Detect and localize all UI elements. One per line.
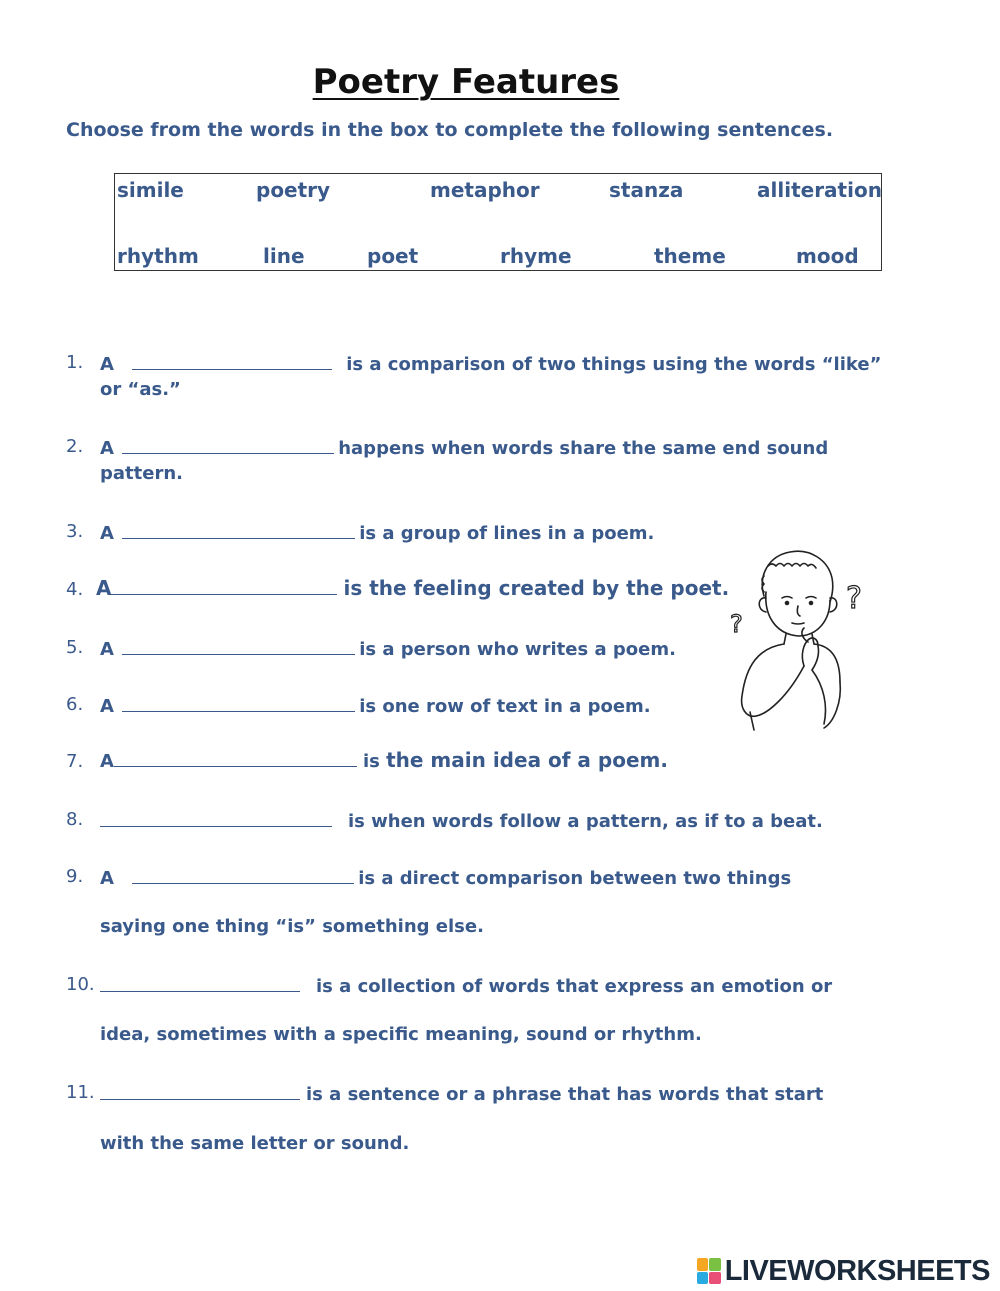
question-prefix: A xyxy=(100,868,114,889)
question-number: 10. xyxy=(66,974,95,995)
question-6 xyxy=(100,693,651,717)
answer-blank[interactable] xyxy=(111,576,337,595)
question-number: 5. xyxy=(66,637,84,658)
hair-curls xyxy=(768,564,816,569)
question-8 xyxy=(100,808,823,832)
word-bank-item: rhyme xyxy=(500,244,572,268)
question-5 xyxy=(100,636,676,660)
answer-blank[interactable] xyxy=(132,351,332,370)
shirt-left xyxy=(742,644,784,716)
word-bank-item: metaphor xyxy=(430,178,540,202)
thinking-boy-illustration xyxy=(728,546,888,732)
question-continuation: with the same letter or sound. xyxy=(100,1133,410,1154)
question-text: happens when words share the same end sound xyxy=(338,438,829,459)
question-number: 9. xyxy=(66,866,84,887)
answer-blank[interactable] xyxy=(100,1081,300,1100)
word-bank-item: simile xyxy=(117,178,184,202)
answer-blank[interactable] xyxy=(122,636,355,655)
question-continuation: pattern. xyxy=(100,463,183,484)
question-number: 8. xyxy=(66,809,84,830)
question-prefix: A xyxy=(100,438,114,459)
question-11 xyxy=(100,1081,823,1105)
question-text: is the feeling created by the poet. xyxy=(343,576,730,600)
question-prefix: A xyxy=(100,523,114,544)
word-bank-box xyxy=(114,173,882,271)
answer-blank[interactable] xyxy=(122,520,355,539)
question-7 xyxy=(100,748,668,772)
question-number: 7. xyxy=(66,751,84,772)
question-continuation: or “as.” xyxy=(100,379,181,400)
question-4 xyxy=(96,576,729,600)
question-text: is a comparison of two things using the words “like” xyxy=(346,354,882,375)
question-text: is one row of text in a poem. xyxy=(359,696,651,717)
question-text: the main idea of a poem. xyxy=(386,748,668,772)
logo-text: LIVEWORKSHEETS xyxy=(724,1254,990,1287)
word-bank-item: stanza xyxy=(609,178,684,202)
question-continuation: saying one thing “is” something else. xyxy=(100,916,484,937)
logo-block xyxy=(697,1272,709,1285)
page-title: Poetry Features xyxy=(312,62,620,102)
question-text: is when words follow a pattern, as if to a beat. xyxy=(348,811,823,832)
question-9 xyxy=(100,865,791,889)
question-text-is: is xyxy=(362,751,380,772)
answer-blank[interactable] xyxy=(132,865,354,884)
question-number: 4. xyxy=(66,579,84,600)
instructions: Choose from the words in the box to complete the following sentences. xyxy=(66,119,834,141)
word-bank-item: alliteration xyxy=(757,178,882,202)
question-text: is a direct comparison between two things xyxy=(358,868,792,889)
hand xyxy=(802,638,818,670)
question-number: 2. xyxy=(66,436,84,457)
word-bank-item: theme xyxy=(654,244,726,268)
word-bank-item: poetry xyxy=(256,178,331,202)
question-prefix: A xyxy=(100,751,114,772)
question-3 xyxy=(100,520,654,544)
logo-mark-icon xyxy=(697,1258,721,1284)
question-prefix: A xyxy=(100,696,114,717)
question-number: 11. xyxy=(66,1082,95,1103)
question-mark-icon: ? xyxy=(846,581,862,616)
question-prefix: A xyxy=(100,639,114,660)
word-bank-item: rhythm xyxy=(117,244,199,268)
question-text: is a person who writes a poem. xyxy=(359,639,676,660)
question-1 xyxy=(100,351,881,375)
logo-block xyxy=(697,1258,709,1271)
question-number: 3. xyxy=(66,521,84,542)
answer-blank[interactable] xyxy=(100,808,332,827)
word-bank-item: line xyxy=(263,244,305,268)
question-10 xyxy=(100,973,832,997)
question-2 xyxy=(100,435,828,459)
answer-blank[interactable] xyxy=(114,748,357,767)
question-text: is a collection of words that express an emotion or xyxy=(316,976,833,997)
question-number: 1. xyxy=(66,352,84,373)
question-number: 6. xyxy=(66,694,84,715)
liveworksheets-logo xyxy=(697,1253,990,1289)
question-mark-icon: ? xyxy=(730,610,743,638)
logo-block xyxy=(709,1272,721,1285)
answer-blank[interactable] xyxy=(100,973,300,992)
question-continuation: idea, sometimes with a specific meaning, sound or rhythm. xyxy=(100,1024,702,1045)
hair xyxy=(762,551,833,602)
logo-block xyxy=(709,1258,721,1271)
word-bank-item: poet xyxy=(367,244,419,268)
question-prefix: A xyxy=(96,576,112,600)
answer-blank[interactable] xyxy=(122,693,355,712)
question-prefix: A xyxy=(100,354,114,375)
word-bank-item: mood xyxy=(796,244,859,268)
question-text: is a sentence or a phrase that has words that start xyxy=(306,1084,824,1105)
answer-blank[interactable] xyxy=(122,435,334,454)
question-text: is a group of lines in a poem. xyxy=(359,523,655,544)
